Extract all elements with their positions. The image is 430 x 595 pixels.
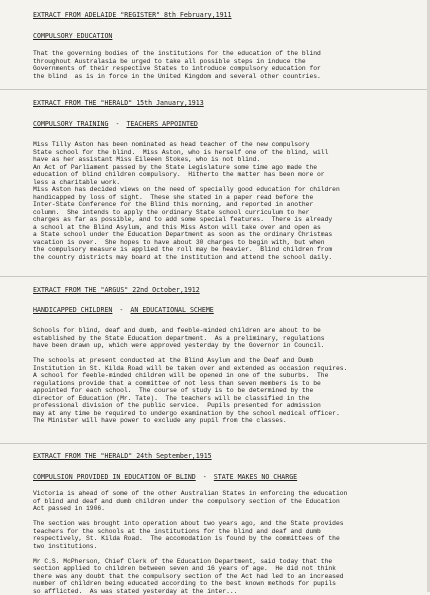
subheading-handicapped-children: HANDICAPPED CHILDREN [33, 306, 113, 314]
subheading-compulsory-education: COMPULSORY EDUCATION [33, 32, 113, 40]
subheading-state-makes-no-charge: STATE MAKES NO CHARGE [213, 473, 298, 481]
source-heading-herald-1915: EXTRACT FROM THE "HERALD" 24th September,1915 [33, 452, 212, 460]
paragraph-argus-1912: Schools for blind, deaf and dumb, and feeble-minded children are about to be established by the State Education department. As a preliminary, regulations have been drawn up, which were approved yesterday by the Governor in Council. The schools at present conducted at the Blind Asylum and the Deaf and Dumb Institution in St. Kilda Road will be taken over and extended as occasion requires. A school for feeble-minded children will be opened in one of the suburbs. The regulations provide that a committee of not less than seven members is to be appointed for each school. The course of study is to be determined by the director of Education (Mr. Tate). The teachers will be classified in the professional division of the public service. Pupils presented for admission may at any time be required to undergo examination by the school medical officer. The Minister will have power to exclude any pupil from the classes. [33, 327, 348, 424]
subheading-educational-scheme: AN EDUCATIONAL SCHEME [130, 306, 214, 314]
subheading-compulsory-training: COMPULSORY TRAINING [33, 120, 109, 128]
source-heading-herald-1913: EXTRACT FROM THE "HERALD" 15th January,1913 [33, 99, 204, 107]
divider [0, 89, 430, 90]
subheading-compulsion-provided: COMPULSION PROVIDED IN EDUCATION OF BLIND [33, 473, 196, 481]
paragraph-register-1911: That the governing bodies of the institutions for the education of the blind throughout Australasia be urged to take all possible steps in induce the Governments of their respective States to introduce compulsory education for the blind as is in force in the United Kingdom and several other countries. [33, 50, 321, 80]
source-heading-register-1911: EXTRACT FROM ADELAIDE "REGISTER" 8th February,1911 [33, 11, 232, 19]
subheading-row-compulsory-training: COMPULSORY TRAINING - TEACHERS APPOINTED [33, 120, 198, 128]
source-heading-argus-1912: EXTRACT FROM THE "ARGUS" 22nd October,1912 [33, 286, 200, 294]
paragraph-herald-1915: Victoria is ahead of some of the other Australian States in enforcing the education of blind and deaf and dumb children under the compulsory section of the Education Act passed in 1906. The section was brought into operation about two years ago, and the State provides teachers for the schools at the institutions for the blind and deaf and dumb respectively, St. Kilda Road. The accomodation is found by the committees of the two institutions. Mr C.S. McPherson, Chief Clerk of the Education Department, said today that the section applied to children between seven and 16 years of age. He did not think there was any doubt that the compulsory section of the Act had led to an increased number of children being educated according to the best known methods for pupils so afflicted. As was stated yesterday at the inter... [33, 490, 348, 595]
paragraph-herald-1913: Miss Tilly Aston has been nominated as head teacher of the new compulsory State school for the blind. Miss Aston, who is herself one of the blind, will have as her assistant Miss Eileeen Stokes, who is not blind. An Act of Parliament passed by the State Legislature some time ago made the education of blind children compulsory. Hitherto the matter has been more or less a charitable work. Miss Aston has decided views on the need of specially good education for children handicapped by loss of sight. These she stated in a paper read before the Inter-State Conference for the Blind this morning, and reported in another column. She intends to apply the ordinary State school curriculum to her charges as far as possible, and to add some special features. There is already a school at the Blind Asylum, and this Miss Aston will take over and open as a State school under the Education Department as soon as the ordinary Christmas vacation is over. She hopes to have about 30 charges to begin with, but when the compulsory measure is applied the roll may be heavier. Blind children from the country districts may board at the institution and attend the school daily. [33, 141, 340, 261]
divider [0, 276, 430, 277]
subheading-row-compulsion-provided: COMPULSION PROVIDED IN EDUCATION OF BLIND - STATE MAKES NO CHARGE [33, 473, 298, 481]
subheading-teachers-appointed: TEACHERS APPOINTED [126, 120, 198, 128]
divider [0, 443, 430, 444]
subheading-row-handicapped-children: HANDICAPPED CHILDREN - AN EDUCATIONAL SCHEME [33, 306, 214, 314]
